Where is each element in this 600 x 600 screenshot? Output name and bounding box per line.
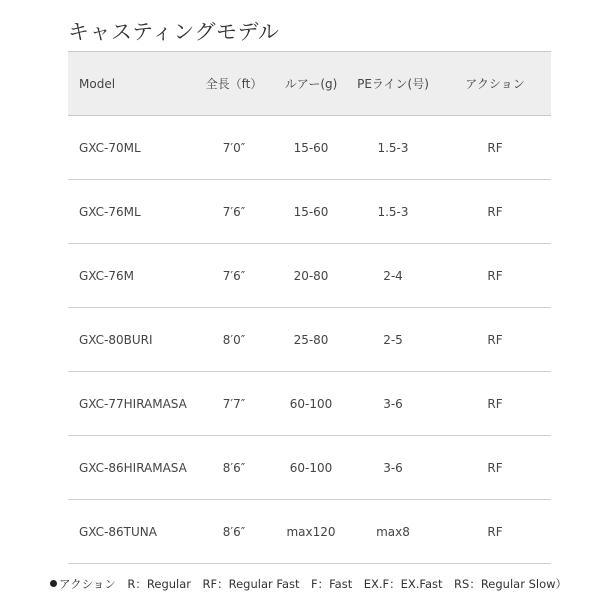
cell-model: GXC-86HIRAMASA [68, 436, 193, 500]
cell-length: 7′6″ [193, 244, 275, 308]
cell-model: GXC-80BURI [68, 308, 193, 372]
cell-lure: 25-80 [275, 308, 347, 372]
cell-length: 8′6″ [193, 500, 275, 564]
table-row [68, 372, 551, 436]
cell-length: 7′6″ [193, 180, 275, 244]
table-row [68, 436, 551, 500]
cell-action: RF [439, 308, 551, 372]
cell-pe-line: 2-4 [347, 244, 439, 308]
cell-length: 7′0″ [193, 116, 275, 180]
cell-pe-line: max8 [347, 500, 439, 564]
cell-model: GXC-86TUNA [68, 500, 193, 564]
cell-action: RF [439, 180, 551, 244]
table-row [68, 116, 551, 180]
header-action: アクション [439, 52, 551, 116]
spec-table [68, 51, 551, 564]
cell-pe-line: 1.5-3 [347, 116, 439, 180]
cell-action: RF [439, 116, 551, 180]
table-row [68, 244, 551, 308]
cell-action: RF [439, 500, 551, 564]
cell-length: 8′0″ [193, 308, 275, 372]
table-row [68, 308, 551, 372]
header-pe-line: PEライン(号) [347, 52, 439, 116]
cell-length: 8′6″ [193, 436, 275, 500]
bullet-icon [50, 580, 57, 587]
cell-pe-line: 3-6 [347, 372, 439, 436]
cell-model: GXC-76M [68, 244, 193, 308]
cell-lure: 20-80 [275, 244, 347, 308]
cell-pe-line: 3-6 [347, 436, 439, 500]
table-row [68, 180, 551, 244]
cell-pe-line: 2-5 [347, 308, 439, 372]
cell-lure: 60-100 [275, 372, 347, 436]
header-model: Model [68, 52, 193, 116]
page-title: キャスティングモデル [68, 20, 280, 44]
cell-model: GXC-76ML [68, 180, 193, 244]
cell-lure: 60-100 [275, 436, 347, 500]
action-legend-text: アクション R：Regular RF：Regular Fast F：Fast EX.F：EX.Fast RS：Regular Slow） [59, 577, 568, 591]
header-length: 全長（ft） [193, 52, 275, 116]
cell-pe-line: 1.5-3 [347, 180, 439, 244]
cell-lure: 15-60 [275, 180, 347, 244]
table-header-row [68, 52, 551, 116]
cell-lure: 15-60 [275, 116, 347, 180]
cell-model: GXC-77HIRAMASA [68, 372, 193, 436]
action-legend [50, 576, 567, 592]
table-row [68, 500, 551, 564]
cell-lure: max120 [275, 500, 347, 564]
cell-model: GXC-70ML [68, 116, 193, 180]
cell-action: RF [439, 436, 551, 500]
cell-length: 7′7″ [193, 372, 275, 436]
cell-action: RF [439, 372, 551, 436]
cell-action: RF [439, 244, 551, 308]
header-lure: ルアー(g) [275, 52, 347, 116]
